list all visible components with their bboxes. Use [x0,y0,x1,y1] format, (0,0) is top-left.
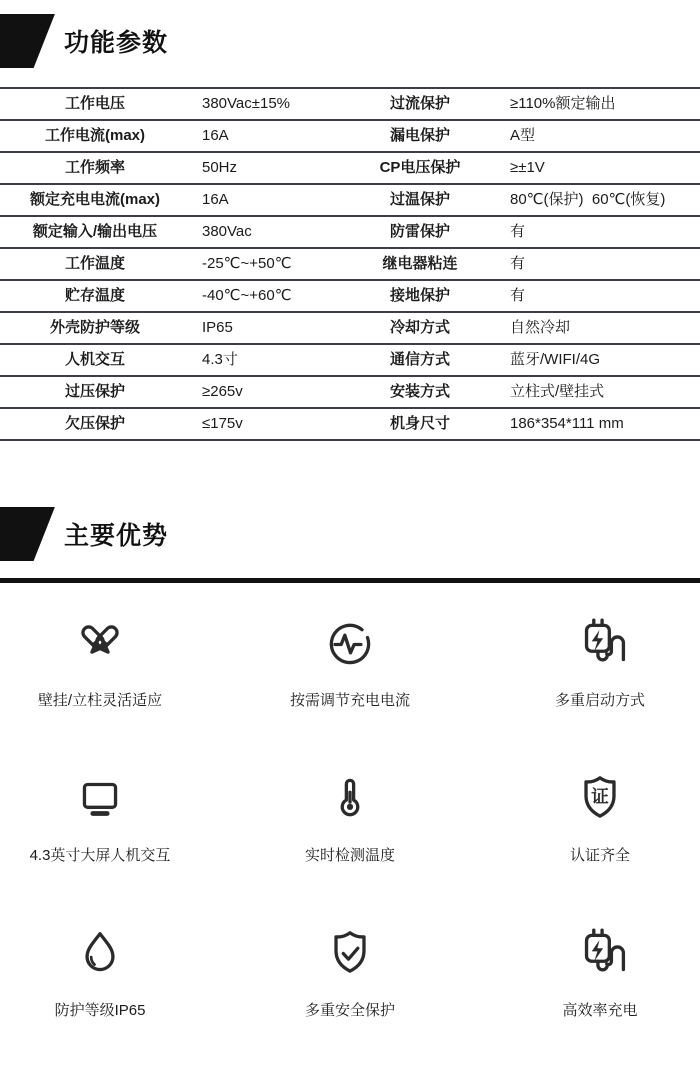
advantage-label: 按需调节充电电流 [289,692,410,709]
advantage-item [180,609,520,764]
spec-label-right: 过温保护 [389,190,450,208]
spec-value-left: -25℃~+50℃ [202,254,292,272]
spec-value-right: 有 [510,254,526,272]
water-drop-icon [71,925,129,983]
section-title-advantages: 主要优势 [64,522,169,550]
spec-value-left: 380Vac [202,222,252,240]
spec-label-left: 人机交互 [64,350,125,368]
svg-text:证: 证 [591,786,609,807]
spec-value-right: 80℃(保护) 60℃(恢复) [510,190,666,208]
spec-row [0,153,700,185]
spec-row [0,409,700,441]
charger-plug-icon [571,925,629,983]
advantage-label: 防护等级IP65 [54,1002,146,1019]
advantage-label: 壁挂/立柱灵活适应 [37,692,163,709]
spec-label-right: 防雷保护 [389,222,450,240]
spec-value-right: 立柱式/壁挂式 [510,382,605,400]
spec-value-left: 16A [202,126,229,144]
advantage-item [520,764,680,919]
flag-shape-icon [0,14,56,68]
advantage-label: 4.3英寸大屏人机交互 [29,847,171,864]
spec-value-right: ≥110%额定输出 [510,94,616,112]
spec-value-right: 有 [510,222,526,240]
thermometer-icon [321,770,379,828]
spec-label-left: 贮存温度 [64,286,125,304]
spec-label-left: 额定输入/输出电压 [32,222,158,240]
spec-label-right: CP电压保护 [379,158,461,176]
advantage-label: 认证齐全 [569,847,630,864]
spec-value-right: A型 [510,126,536,144]
advantage-item [520,609,680,764]
spec-value-left: ≤175v [202,414,243,432]
spec-row [0,121,700,153]
advantage-item [180,764,520,919]
spec-row [0,377,700,409]
spec-row [0,89,700,121]
spec-value-left: 50Hz [202,158,238,176]
advantage-item [20,609,180,764]
spec-label-left: 工作电流(max) [44,126,145,144]
spec-row [0,313,700,345]
spec-label-right: 冷却方式 [389,318,450,336]
section-header-advantages [0,507,700,561]
section-title-specs: 功能参数 [64,29,169,57]
spec-label-right: 安装方式 [389,382,450,400]
advantage-label: 高效率充电 [562,1002,638,1019]
spec-value-left: 4.3寸 [202,350,238,368]
shield-check-icon [321,925,379,983]
spec-row [0,249,700,281]
crossed-pens-icon [71,615,129,673]
spec-row [0,185,700,217]
spec-label-left: 工作电压 [64,94,125,112]
section-header-specs [0,14,700,68]
spec-label-left: 额定充电电流(max) [29,190,160,208]
spec-label-right: 接地保护 [389,286,450,304]
advantage-item [180,919,520,1074]
advantage-item [20,764,180,919]
advantage-label: 多重启动方式 [554,692,645,709]
spec-table [0,89,700,441]
spec-label-right: 过流保护 [389,94,450,112]
display-screen-icon [71,770,129,828]
spec-label-right: 通信方式 [389,350,450,368]
spec-label-left: 过压保护 [64,382,125,400]
spec-value-right: 蓝牙/WIFI/4G [510,350,601,368]
spec-value-left: 16A [202,190,229,208]
spec-row [0,345,700,377]
spec-value-right: 有 [510,286,526,304]
certificate-shield-icon [571,770,629,828]
spec-value-right: 自然冷却 [510,318,571,336]
spec-value-left: ≥265v [202,382,243,400]
spec-label-left: 外壳防护等级 [49,318,140,336]
spec-label-left: 工作频率 [64,158,125,176]
charger-plug-icon [571,615,629,673]
spec-row [0,217,700,249]
advantage-item [20,919,180,1074]
spec-label-left: 欠压保护 [64,414,125,432]
spec-label-right: 机身尺寸 [389,414,450,432]
advantages-grid [0,583,700,1074]
spec-label-left: 工作温度 [64,254,125,272]
spec-label-right: 继电器粘连 [382,254,458,272]
spec-value-left: -40℃~+60℃ [202,286,292,304]
spec-value-right: ≥±1V [510,158,545,176]
advantage-item [520,919,680,1074]
waveform-circle-icon [321,615,379,673]
spec-value-left: 380Vac±15% [202,94,291,112]
flag-shape-icon [0,507,56,561]
advantage-label: 实时检测温度 [304,847,395,864]
spec-row [0,281,700,313]
spec-label-right: 漏电保护 [389,126,450,144]
spec-value-left: IP65 [202,318,233,336]
spec-value-right: 186*354*111 mm [510,414,624,432]
advantage-label: 多重安全保护 [304,1002,395,1019]
